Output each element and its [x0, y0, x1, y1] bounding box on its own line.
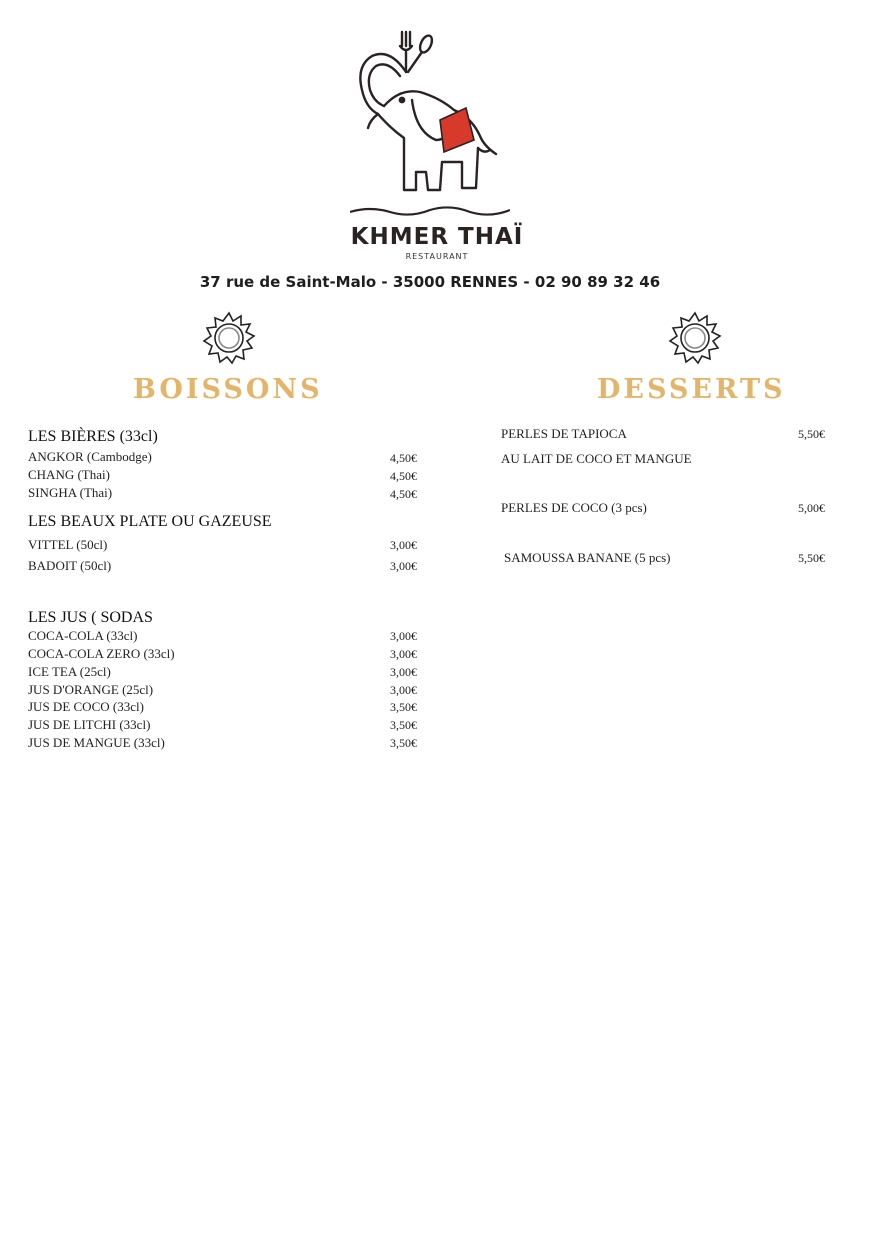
sun-plate-icon: [668, 311, 722, 365]
menu-item-name: VITTEL (50cl): [28, 537, 108, 552]
section-title-boissons: BOISSONS: [133, 374, 323, 405]
section-title-desserts: DESSERTS: [597, 374, 786, 405]
category-jus: LES JUS ( SODAS: [28, 609, 153, 626]
dessert-item-name: SAMOUSSA BANANE (5 pcs): [504, 550, 671, 565]
menu-item-price: 3,50€: [390, 718, 417, 732]
sun-plate-icon: [202, 311, 256, 365]
category-bieres: LES BIÈRES (33cl): [28, 428, 158, 445]
dessert-item-name: PERLES DE COCO (3 pcs): [501, 500, 647, 515]
menu-item-name: BADOIT (50cl): [28, 558, 112, 573]
menu-item-name: ICE TEA (25cl): [28, 664, 111, 679]
dessert-item-price: 5,50€: [798, 551, 825, 565]
menu-item-name: COCA-COLA (33cl): [28, 628, 138, 643]
menu-item-name: SINGHA (Thai): [28, 485, 113, 500]
dessert-item-price: 5,50€: [798, 427, 825, 441]
menu-item-price: 3,50€: [390, 700, 417, 714]
address-line: 37 rue de Saint-Malo - 35000 RENNES - 02 90 89 32 46: [199, 273, 661, 291]
menu-item-price: 4,50€: [390, 469, 417, 483]
menu-item-price: 3,50€: [390, 736, 417, 750]
brand-name: KHMER THAÏ: [350, 224, 524, 250]
elephant-logo-icon: [350, 28, 510, 220]
dessert-item-price: 5,00€: [798, 501, 825, 515]
category-eaux: LES BEAUX PLATE OU GAZEUSE: [28, 513, 272, 530]
menu-item-price: 3,00€: [390, 665, 417, 679]
menu-item-name: ANGKOR (Cambodge): [28, 449, 152, 464]
menu-item-price: 3,00€: [390, 683, 417, 697]
dessert-item-description: AU LAIT DE COCO ET MANGUE: [501, 451, 692, 466]
brand-subtitle: RESTAURANT: [405, 252, 469, 261]
menu-item-name: JUS DE MANGUE (33cl): [28, 735, 165, 750]
menu-item-name: JUS DE LITCHI (33cl): [28, 717, 151, 732]
menu-item-price: 3,00€: [390, 647, 417, 661]
menu-item-name: JUS D'ORANGE (25cl): [28, 682, 154, 697]
menu-item-price: 4,50€: [390, 487, 417, 501]
menu-item-price: 3,00€: [390, 629, 417, 643]
dessert-item-name: PERLES DE TAPIOCA: [501, 426, 627, 441]
menu-item-name: CHANG (Thai): [28, 467, 110, 482]
menu-item-price: 4,50€: [390, 451, 417, 465]
menu-item-price: 3,00€: [390, 538, 417, 552]
menu-item-name: COCA-COLA ZERO (33cl): [28, 646, 175, 661]
menu-item-price: 3,00€: [390, 559, 417, 573]
menu-item-name: JUS DE COCO (33cl): [28, 699, 144, 714]
